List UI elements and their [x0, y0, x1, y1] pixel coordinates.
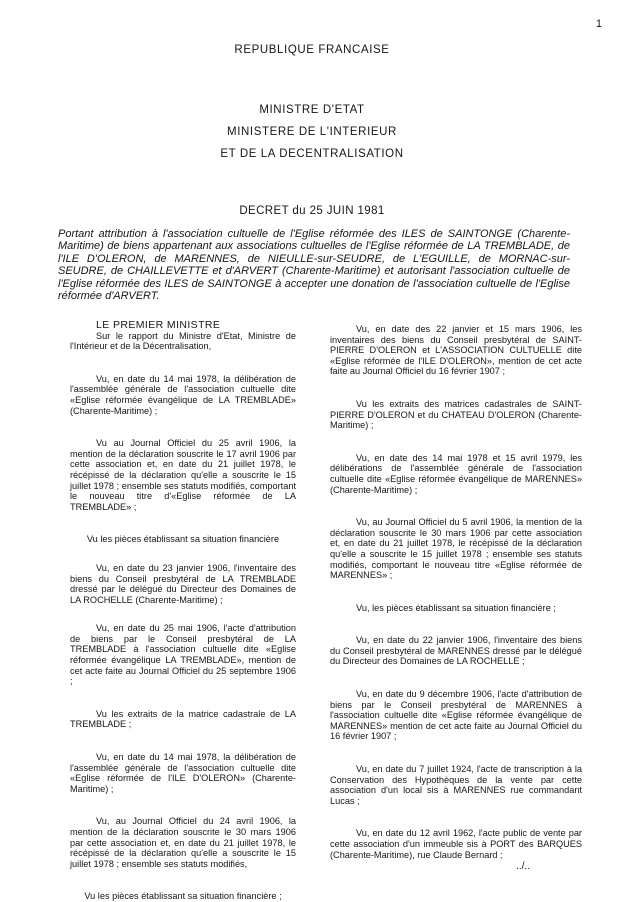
- right-paragraph: Vu, en date du 7 juillet 1924, l'acte de transcription à la Conservation des Hypothèques de la vente par cette association d'un local sis à MARENNES rue commandant Lucas ;: [330, 764, 582, 806]
- decree-abstract: Portant attribution à l'association cultuelle de l'Eglise réformée des ILES de SAINTONGE (Charente-Maritime) de biens appartenant aux associations cultuelles de l'Eglise réformée de LA TREMBLADE, de l'ILE D'OLERON, de MARENNES, de NIEULLE-sur-SEUDRE, de L'EGUILLE, de MORNAC-sur-SEUDRE, de CHAILLEVETTE et d'ARVERT (Charente-Maritime) et autorisant l'association cultuelle de l'Eglise réformée des ILES de SAINTONGE à accepter une donation de l'association cultuelle de l'Eglise réformée d'ARVERT.: [58, 228, 570, 303]
- left-paragraph: Vu, en date du 25 mai 1906, l'acte d'attribution de biens par le Conseil presbytéral de LA TREMBLADE à l'association cultuelle dite «Eglise réformée évangélique LA TREMBLADE», mention de cet acte faite au Journal Officiel du 25 septembre 1906 ;: [70, 623, 296, 687]
- left-paragraph: Vu les pièces établissant sa situation financière: [86, 534, 280, 545]
- right-paragraph: Vu, en date des 22 janvier et 15 mars 1906, les inventaires des biens du Conseil presbytéral de SAINT-PIERRE D'OLERON et L'ASSOCIATION CULTUELLE dite «Eglise réformée de l'ILE D'OLERON», mention de cet acte faite au Journal Officiel du 16 février 1907 ;: [330, 324, 582, 377]
- right-paragraph: Vu, en date du 12 avril 1962, l'acte public de vente par cette association d'un immeuble sis à PORT des BARQUES (Charente-Maritime), rue Claude Bernard ;: [330, 828, 582, 860]
- right-paragraph: Vu, en date du 22 janvier 1906, l'inventaire des biens du Conseil presbytéral de MARENNES dressé par le délégué du Directeur des Domaines de LA ROCHELLE ;: [330, 635, 582, 667]
- left-column-heading: LE PREMIER MINISTRE: [96, 319, 221, 331]
- right-paragraph: Vu les extraits des matrices cadastrales de SAINT-PIERRE D'OLERON et du CHATEAU D'OLERON (Charente-Maritime) ;: [330, 398, 582, 431]
- left-paragraph: Vu les extraits de la matrice cadastrale de LA TREMBLADE ;: [70, 708, 296, 730]
- left-paragraph: Vu, en date du 14 mai 1978, la délibération de l'assemblée générale de l'association cultuelle dite «Eglise réformée de l'ILE D'OLERON» (Charente-Maritime) ;: [70, 752, 296, 794]
- left-paragraph: Vu, en date du 23 janvier 1906, l'inventaire des biens du Conseil presbytéral de LA TREMBLADE dressé par le délégué du Directeur des Domaines de LA ROCHELLE (Charente-Maritime) ;: [70, 562, 296, 605]
- right-column: [330, 324, 582, 860]
- ministry-line-3: ET DE LA DECENTRALISATION: [220, 148, 404, 160]
- left-paragraph: Vu, au Journal Officiel du 24 avril 1906, la mention de la déclaration souscrite le 30 mars 1906 par cette association et, en date du 21 juillet 1978, le récépissé de la déclaration qu'elle a souscrite le 15 juillet 1978 ; ensemble ses statuts modifiés,: [70, 816, 296, 869]
- left-paragraph: Vu au Journal Officiel du 25 avril 1906, la mention de la déclaration souscrite le 17 avril 1906 par cette association et, en date du 21 juillet 1978, le récépissé de la déclaration qu'elle a souscrite le 15 juillet 1978 ; ensemble ses statuts modifiés, comportant le nouveau titre d'«Eglise réformée de LA TREMBLADE» ;: [70, 438, 296, 512]
- right-paragraph: Vu, au Journal Officiel du 5 avril 1906, la mention de la déclaration souscrite le 30 mars 1906 par cette association et, en date du 21 juillet 1978, le récépissé de la déclaration qu'elle a souscrite le 15 juillet 1978 ; ensemble ses statuts modifiés, comportant le nouveau titre «Eglise réformée de MARENNES» ;: [330, 517, 582, 581]
- right-paragraph: Vu, les pièces établissant sa situation financière ;: [356, 602, 556, 613]
- left-paragraph: Vu, en date du 14 mai 1978, la délibération de l'assemblée générale de l'association cultuelle dite «Eglise réformée évangélique de LA TREMBLADE» (Charente-Maritime) ;: [70, 373, 296, 416]
- left-paragraph: Sur le rapport du Ministre d'Etat, Ministre de l'Intérieur et de la Décentralisation,: [70, 330, 296, 352]
- continuation-mark: ../..: [516, 861, 530, 872]
- left-paragraph: Vu les pièces établissant sa situation financière ;: [84, 891, 282, 902]
- ministry-line-1: MINISTRE D'ETAT: [259, 104, 365, 116]
- page-number: 1: [595, 18, 602, 30]
- left-column: [70, 320, 296, 902]
- right-paragraph: Vu, en date du 9 décembre 1906, l'acte d'attribution de biens par le Conseil presbytéral de MARENNES à l'association cultuelle dite «Eglise réformée évangélique de MARENNES» mention de cet acte faite au Journal Officiel du 16 février 1907 ;: [330, 689, 582, 742]
- republic-header: REPUBLIQUE FRANCAISE: [234, 44, 390, 56]
- decree-title: DECRET du 25 JUIN 1981: [239, 205, 385, 217]
- right-paragraph: Vu, en date des 14 mai 1978 et 15 avril 1979, les délibérations de l'assemblée générale de l'association cultuelle dite «Eglise réformée évangélique de MARENNES» (Charente-Maritime) ;: [330, 452, 582, 495]
- ministry-line-2: MINISTERE DE L'INTERIEUR: [227, 126, 397, 138]
